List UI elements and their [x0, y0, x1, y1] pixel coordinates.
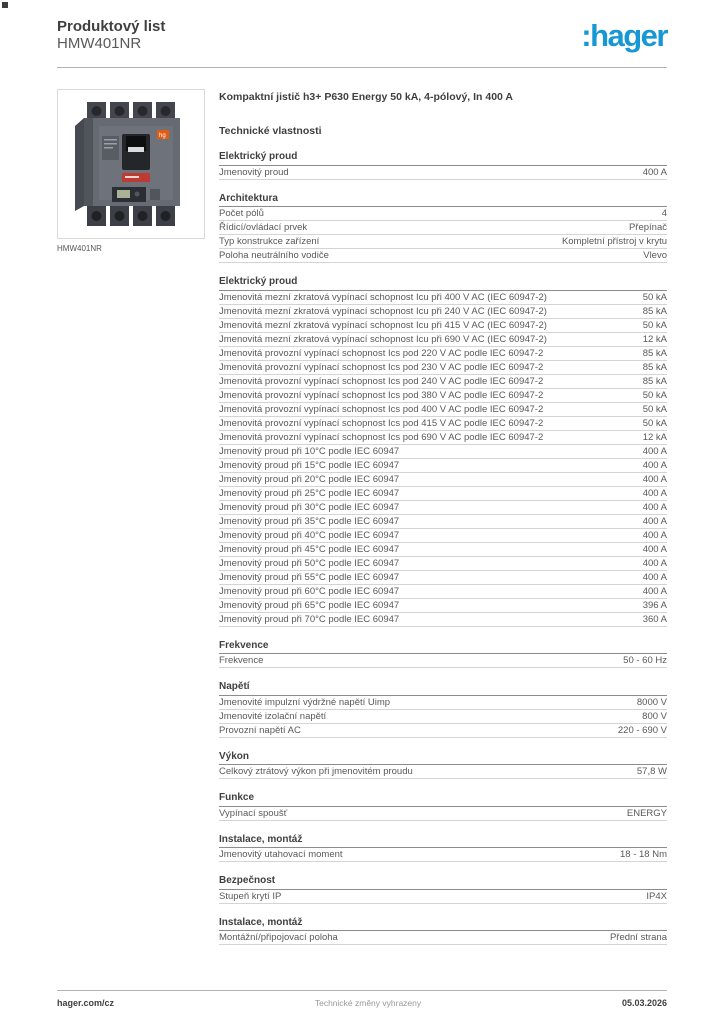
spec-label: Jmenovité izolační napětí: [219, 710, 327, 722]
spec-row: [219, 361, 667, 375]
spec-value: 85 kA: [642, 361, 667, 373]
spec-label: Jmenovitý proud při 70°C podle IEC 60947: [219, 613, 400, 625]
spec-value: 400 A: [642, 529, 667, 541]
spec-value: 50 - 60 Hz: [623, 655, 667, 666]
product-code: HMW401NR: [57, 35, 142, 52]
spec-label: Jmenovitý proud při 35°C podle IEC 60947: [219, 515, 400, 527]
spec-value: 85 kA: [642, 375, 667, 387]
spec-value: 57,8 W: [636, 766, 667, 777]
spec-value: ENERGY: [626, 807, 667, 819]
spec-label: Jmenovitý proud při 45°C podle IEC 60947: [219, 543, 400, 555]
spec-value: 50 kA: [642, 291, 667, 303]
footer-divider: [57, 990, 667, 991]
spec-value: 85 kA: [642, 347, 667, 359]
spec-label: Jmenovitá provozní vypínací schopnost Ics pod 400 V AC podle IEC 60947-2: [219, 403, 544, 415]
spec-row: [219, 543, 667, 557]
spec-section-heading: Elektrický proud: [219, 151, 667, 166]
spec-column: [219, 89, 667, 945]
spec-label: Jmenovitý proud při 30°C podle IEC 60947: [219, 501, 400, 513]
spec-sections: [219, 151, 667, 945]
spec-value: 396 A: [642, 599, 667, 611]
spec-row: [219, 389, 667, 403]
spec-label: Poloha neutrálního vodiče: [219, 250, 329, 261]
spec-section-heading: Napětí: [219, 681, 667, 696]
spec-row: [219, 431, 667, 445]
spec-section: [219, 276, 667, 627]
spec-row: [219, 249, 667, 263]
spec-row: [219, 473, 667, 487]
spec-value: 220 - 690 V: [617, 724, 667, 736]
spec-label: Jmenovitá provozní vypínací schopnost Ics pod 415 V AC podle IEC 60947-2: [219, 417, 544, 429]
spec-row: [219, 890, 667, 904]
spec-row: [219, 931, 667, 945]
spec-section: [219, 875, 667, 904]
spec-row: [219, 613, 667, 627]
spec-label: Jmenovitý proud při 50°C podle IEC 60947: [219, 557, 400, 569]
spec-label: Jmenovitá mezní zkratová vypínací schopnost Icu při 240 V AC (IEC 60947-2): [219, 305, 547, 317]
breaker-toggle: [122, 134, 150, 170]
spec-value: 400 A: [642, 487, 667, 499]
spec-section: [219, 917, 667, 946]
spec-section-heading: Frekvence: [219, 640, 667, 655]
tech-properties-title: Technické vlastnosti: [219, 125, 322, 137]
spec-value: 400 A: [642, 515, 667, 527]
page-footer: [57, 998, 667, 1008]
spec-label: Jmenovitá provozní vypínací schopnost Ics pod 240 V AC podle IEC 60947-2: [219, 375, 544, 387]
breaker-red-label: [122, 173, 150, 182]
spec-value: 50 kA: [642, 319, 667, 331]
spec-label: Provozní napětí AC: [219, 724, 301, 736]
spec-section-heading: Bezpečnost: [219, 875, 667, 890]
spec-section: [219, 193, 667, 264]
spec-label: Jmenovitý proud při 55°C podle IEC 60947: [219, 571, 400, 583]
spec-label: Jmenovitá provozní vypínací schopnost Ics pod 220 V AC podle IEC 60947-2: [219, 347, 544, 359]
spec-label: Jmenovitý utahovací moment: [219, 849, 343, 860]
spec-label: Jmenovitá provozní vypínací schopnost Ics pod 690 V AC podle IEC 60947-2: [219, 431, 544, 443]
spec-value: 12 kA: [642, 333, 667, 345]
spec-label: Jmenovitý proud při 25°C podle IEC 60947: [219, 487, 400, 499]
spec-row: [219, 235, 667, 249]
spec-section: [219, 834, 667, 863]
spec-label: Jmenovitý proud při 60°C podle IEC 60947: [219, 585, 400, 597]
spec-label: Řídicí/ovládací prvek: [219, 222, 308, 233]
spec-section: [219, 751, 667, 780]
spec-row: [219, 571, 667, 585]
spec-value: Kompletní přístroj v krytu: [561, 236, 667, 247]
breaker-rating-label: [102, 136, 119, 160]
spec-label: Jmenovitý proud při 15°C podle IEC 60947: [219, 459, 400, 471]
page-title: Produktový list: [57, 18, 166, 35]
spec-section-heading: Výkon: [219, 751, 667, 766]
spec-row: [219, 765, 667, 779]
spec-value: 18 - 18 Nm: [620, 849, 667, 860]
spec-label: Jmenovitý proud při 10°C podle IEC 60947: [219, 445, 400, 457]
spec-section: [219, 681, 667, 738]
spec-section-heading: Instalace, montáž: [219, 917, 667, 932]
spec-label: Počet pólů: [219, 208, 264, 219]
breaker-side: [75, 118, 84, 211]
spec-value: 800 V: [642, 710, 667, 722]
spec-value: Přední strana: [609, 932, 667, 943]
spec-value: 400 A: [642, 445, 667, 457]
spec-value: 4: [661, 208, 667, 219]
spec-value: 400 A: [642, 557, 667, 569]
spec-row: [219, 585, 667, 599]
spec-row: [219, 599, 667, 613]
spec-label: Frekvence: [219, 655, 264, 666]
spec-value: IP4X: [646, 890, 667, 902]
spec-label: Jmenovitá mezní zkratová vypínací schopnost Icu při 415 V AC (IEC 60947-2): [219, 319, 547, 331]
spec-row: [219, 696, 667, 710]
spec-row: [219, 319, 667, 333]
product-image-breaker: [58, 90, 204, 238]
content-area: [57, 89, 667, 945]
spec-label: Celkový ztrátový výkon při jmenovitém proudu: [219, 766, 413, 777]
header-divider: [57, 67, 667, 68]
spec-row: [219, 347, 667, 361]
spec-value: 400 A: [642, 585, 667, 597]
spec-row: [219, 848, 667, 862]
hager-logo: :hager: [581, 18, 667, 53]
spec-value: 50 kA: [642, 403, 667, 415]
spec-value: 360 A: [642, 613, 667, 625]
spec-row: [219, 529, 667, 543]
spec-row: [219, 403, 667, 417]
spec-row: [219, 807, 667, 821]
spec-label: Jmenovitá mezní zkratová vypínací schopnost Icu při 690 V AC (IEC 60947-2): [219, 333, 547, 345]
spec-row: [219, 557, 667, 571]
spec-section-heading: Elektrický proud: [219, 276, 667, 291]
spec-row: [219, 305, 667, 319]
spec-row: [219, 333, 667, 347]
spec-row: [219, 417, 667, 431]
spec-section-heading: Funkce: [219, 792, 667, 807]
spec-value: Přepínač: [628, 222, 667, 233]
spec-value: 400 A: [642, 501, 667, 513]
spec-label: Jmenovitá provozní vypínací schopnost Ics pod 380 V AC podle IEC 60947-2: [219, 389, 544, 401]
spec-row: [219, 501, 667, 515]
spec-label: Stupeň krytí IP: [219, 890, 282, 902]
spec-section: [219, 792, 667, 821]
footer-disclaimer: Technické změny vyhrazeny: [314, 998, 422, 1008]
product-image-caption: HMW401NR: [57, 244, 102, 253]
page-header: [57, 18, 667, 52]
footer-date: 05.03.2026: [621, 998, 667, 1008]
footer-website: hager.com/cz: [57, 998, 115, 1008]
spec-row: [219, 459, 667, 473]
spec-label: Jmenovitá mezní zkratová vypínací schopnost Icu při 400 V AC (IEC 60947-2): [219, 291, 547, 303]
spec-value: 50 kA: [642, 417, 667, 429]
spec-label: Vypínací spoušť: [219, 807, 288, 819]
spec-label: Jmenovitá provozní vypínací schopnost Ics pod 230 V AC podle IEC 60947-2: [219, 361, 544, 373]
spec-value: Vlevo: [643, 250, 667, 261]
spec-row: [219, 291, 667, 305]
spec-value: 85 kA: [642, 305, 667, 317]
spec-section: [219, 151, 667, 180]
product-image-frame: [57, 89, 205, 239]
spec-label: Jmenovitý proud při 65°C podle IEC 60947: [219, 599, 400, 611]
breaker-trip-unit: [112, 187, 160, 202]
spec-label: Montážní/připojovací poloha: [219, 932, 338, 943]
spec-value: 400 A: [642, 473, 667, 485]
spec-label: Jmenovité impulzní výdržné napětí Uimp: [219, 696, 391, 708]
spec-row: [219, 207, 667, 221]
spec-value: 400 A: [642, 166, 667, 178]
spec-row: [219, 515, 667, 529]
spec-label: Jmenovitý proud při 40°C podle IEC 60947: [219, 529, 400, 541]
header-titles: [57, 18, 165, 52]
spec-value: 400 A: [642, 459, 667, 471]
spec-value: 8000 V: [636, 696, 667, 708]
spec-value: 50 kA: [642, 389, 667, 401]
spec-value: 400 A: [642, 543, 667, 555]
product-title: Kompaktní jistič h3+ P630 Energy 50 kA, 4-pólový, In 400 A: [219, 91, 514, 103]
spec-label: Jmenovitý proud: [219, 166, 289, 178]
spec-row: [219, 166, 667, 180]
spec-row: [219, 487, 667, 501]
svg-text:hg: hg: [159, 133, 166, 139]
spec-row: [219, 221, 667, 235]
product-image-column: [57, 89, 205, 945]
page-corner-mark: [2, 2, 8, 8]
spec-section: [219, 640, 667, 669]
spec-row: [219, 445, 667, 459]
spec-value: 400 A: [642, 571, 667, 583]
spec-row: [219, 375, 667, 389]
spec-section-heading: Architektura: [219, 193, 667, 208]
spec-section-heading: Instalace, montáž: [219, 834, 667, 849]
spec-row: [219, 724, 667, 738]
spec-value: 12 kA: [642, 431, 667, 443]
spec-row: [219, 654, 667, 668]
spec-label: Typ konstrukce zařízení: [219, 236, 320, 247]
spec-label: Jmenovitý proud při 20°C podle IEC 60947: [219, 473, 400, 485]
spec-row: [219, 710, 667, 724]
